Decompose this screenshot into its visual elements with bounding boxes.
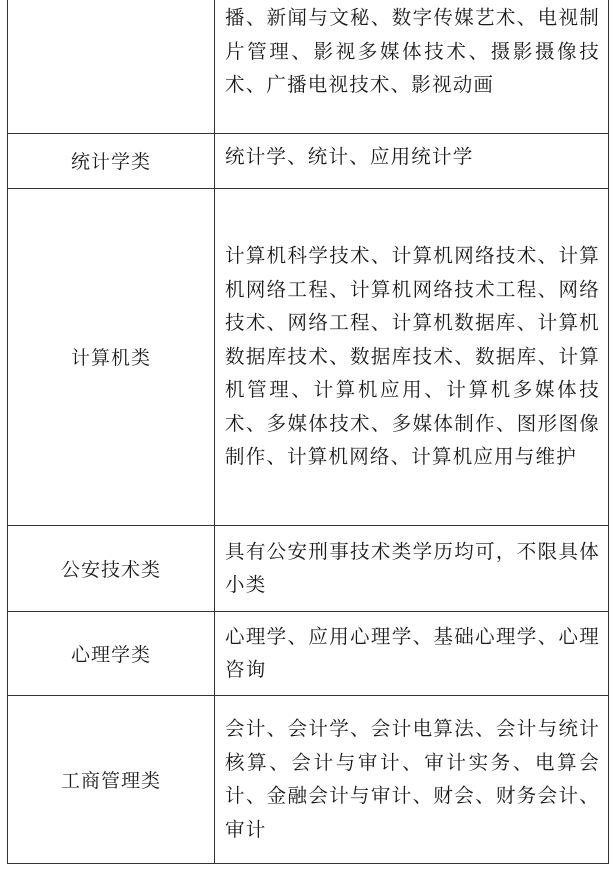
majors-text: 会计、会计学、会计电算法、会计与统计核算、会计与审计、审计实务、电算会计、金融会计与审计、财会、财务会计、审计 bbox=[225, 717, 600, 841]
majors-cell bbox=[215, 695, 609, 863]
table-row bbox=[8, 0, 609, 133]
majors-text: 计算机科学技术、计算机网络技术、计算机网络工程、计算机网络技术工程、网络技术、网络工程、计算机数据库、计算机数据库技术、数据库技术、数据库、计算机管理、计算机应用、计算机多媒体技术、多媒体技术、多媒体制作、图形图像制作、计算机网络、计算机应用与维护 bbox=[225, 244, 600, 469]
majors-text: 心理学、应用心理学、基础心理学、心理咨询 bbox=[225, 624, 600, 681]
majors-text: 统计学、统计、应用统计学 bbox=[225, 144, 474, 168]
category-cell: 计算机类 bbox=[8, 188, 215, 525]
majors-cell bbox=[215, 525, 609, 611]
category-cell bbox=[8, 0, 215, 133]
table-row bbox=[8, 525, 609, 611]
table-row bbox=[8, 611, 609, 695]
table-row bbox=[8, 695, 609, 863]
majors-text: 具有公安刑事技术类学历均可，不限具体小类 bbox=[225, 539, 600, 596]
table-row bbox=[8, 133, 609, 188]
majors-cell bbox=[215, 133, 609, 188]
category-cell: 统计学类 bbox=[8, 133, 215, 188]
majors-text: 播、新闻与文秘、数字传媒艺术、电视制片管理、影视多媒体技术、摄影摄像技术、广播电视技术、影视动画 bbox=[225, 6, 600, 96]
majors-cell bbox=[215, 188, 609, 525]
majors-table bbox=[7, 0, 609, 864]
table-row bbox=[8, 188, 609, 525]
majors-cell bbox=[215, 611, 609, 695]
category-cell: 公安技术类 bbox=[8, 525, 215, 611]
majors-cell bbox=[215, 0, 609, 133]
category-cell: 工商管理类 bbox=[8, 695, 215, 863]
category-cell: 心理学类 bbox=[8, 611, 215, 695]
